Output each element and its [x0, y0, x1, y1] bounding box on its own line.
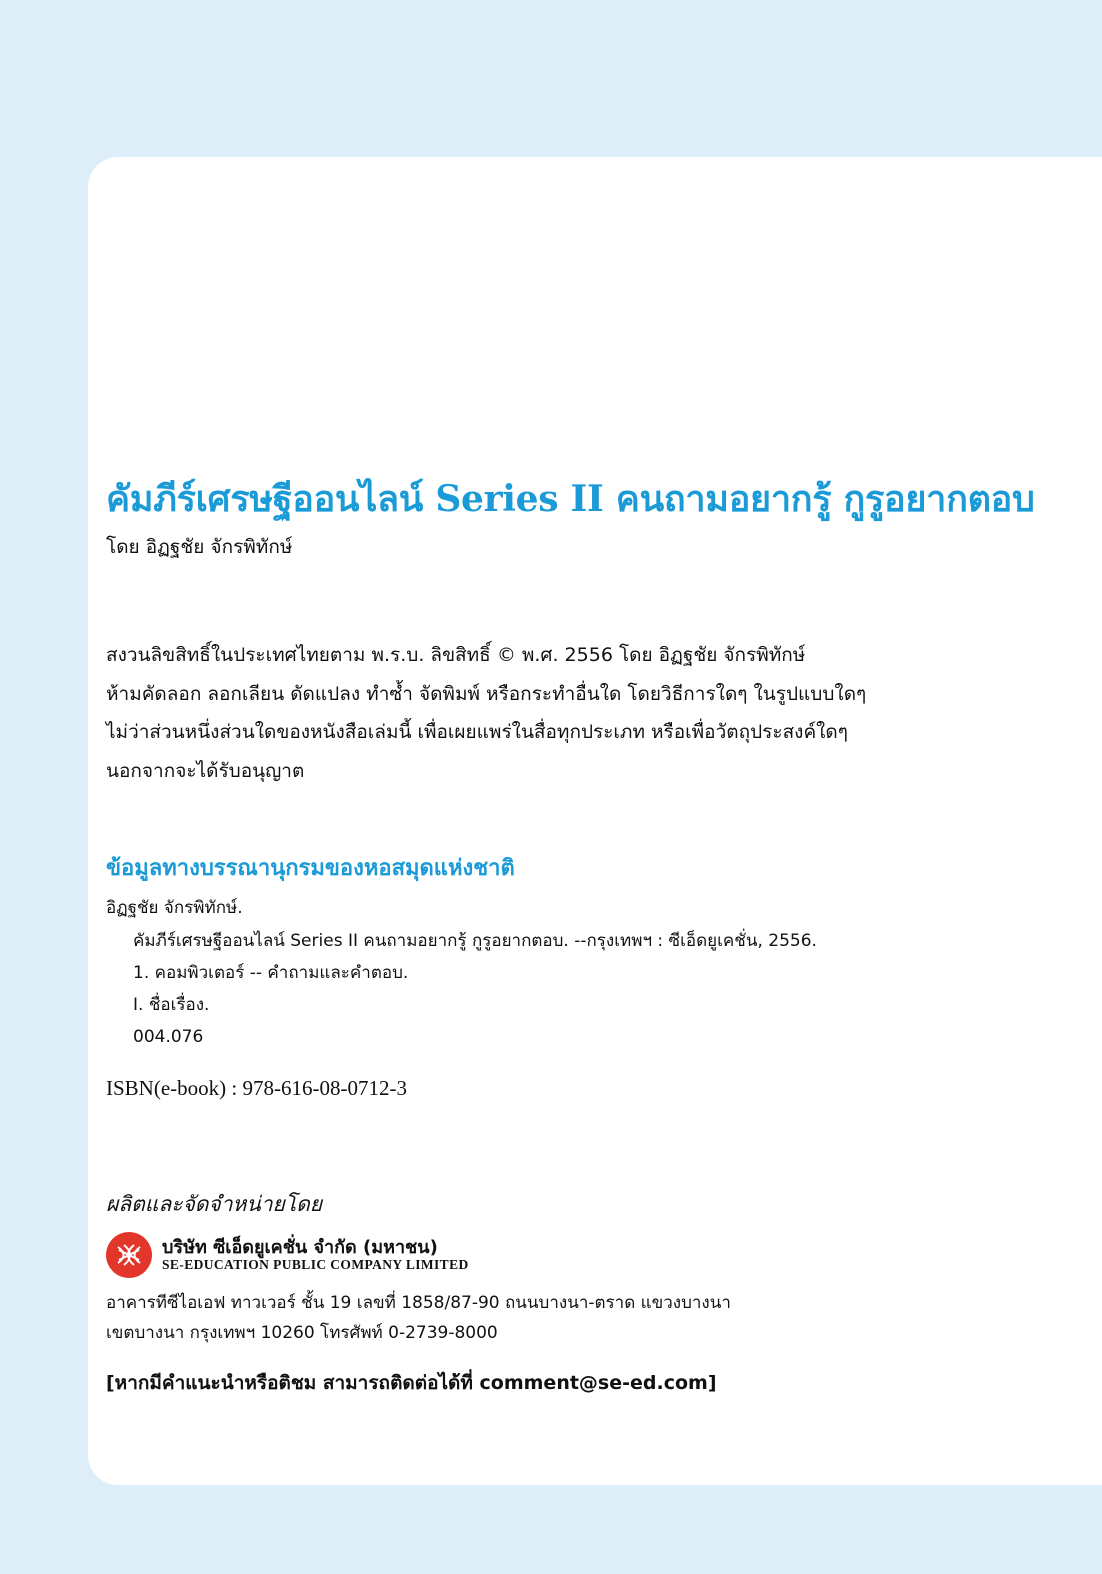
copyright-line: สงวนลิขสิทธิ์ในประเทศไทยตาม พ.ร.บ. ลิขสิทธิ์ © พ.ศ. 2556 โดย อิฏฐชัย จักรพิทักษ์	[106, 644, 806, 666]
book-title: คัมภีร์เศรษฐีออนไลน์ Series II คนถามอยากรู้ กูรูอยากตอบ	[106, 478, 1035, 520]
publisher-address	[106, 1288, 731, 1348]
cip-heading: ข้อมูลทางบรรณานุกรมของหอสมุดแห่งชาติ	[106, 855, 515, 881]
se-ed-logo-icon	[106, 1232, 152, 1278]
cip-author: อิฏฐชัย จักรพิทักษ์.	[106, 898, 243, 918]
copyright-line: ห้ามคัดลอก ลอกเลียน ดัดแปลง ทำซ้ำ จัดพิมพ์ หรือกระทำอื่นใด โดยวิธีการใดๆ ในรูปแบบใดๆ	[106, 682, 867, 705]
publisher-name-th: บริษัท ซีเอ็ดยูเคชั่น จำกัด (มหาชน)	[162, 1237, 438, 1258]
cip-entry	[133, 925, 817, 1053]
cip-classification: 004.076	[133, 1027, 204, 1047]
book-author: โดย อิฏฐชัย จักรพิทักษ์	[106, 536, 293, 558]
copyright-line: ไม่ว่าส่วนหนึ่งส่วนใดของหนังสือเล่มนี้ เพื่อเผยแพร่ในสื่อทุกประเภท หรือเพื่อวัตถุประสงค์ใดๆ	[106, 721, 848, 743]
page-card	[88, 157, 1102, 1485]
address-line: อาคารทีซีไอเอฟ ทาวเวอร์ ชั้น 19 เลขที่ 1858/87-90 ถนนบางนา-ตราด แขวงบางนา	[106, 1293, 731, 1313]
cip-title-line: คัมภีร์เศรษฐีออนไลน์ Series II คนถามอยากรู้ กูรูอยากตอบ. --กรุงเทพฯ : ซีเอ็ดยูเคชั่น, 2556.	[133, 931, 817, 951]
publisher-name-en: SE-EDUCATION PUBLIC COMPANY LIMITED	[162, 1257, 469, 1272]
isbn: ISBN(e-book) : 978-616-08-0712-3	[106, 1076, 407, 1100]
address-line: เขตบางนา กรุงเทพฯ 10260 โทรศัพท์ 0-2739-8000	[106, 1323, 498, 1343]
feedback-contact: [หากมีคำแนะนำหรือติชม สามารถติดต่อได้ที่ comment@se-ed.com]	[106, 1372, 717, 1394]
copyright-notice	[106, 636, 866, 790]
cip-subject-line: 1. คอมพิวเตอร์ -- คำถามและคำตอบ.	[133, 963, 409, 983]
copyright-line: นอกจากจะได้รับอนุญาต	[106, 759, 305, 782]
publisher-label: ผลิตและจัดจำหน่ายโดย	[106, 1192, 323, 1216]
cip-title-index-line: I. ชื่อเรื่อง.	[133, 995, 210, 1015]
